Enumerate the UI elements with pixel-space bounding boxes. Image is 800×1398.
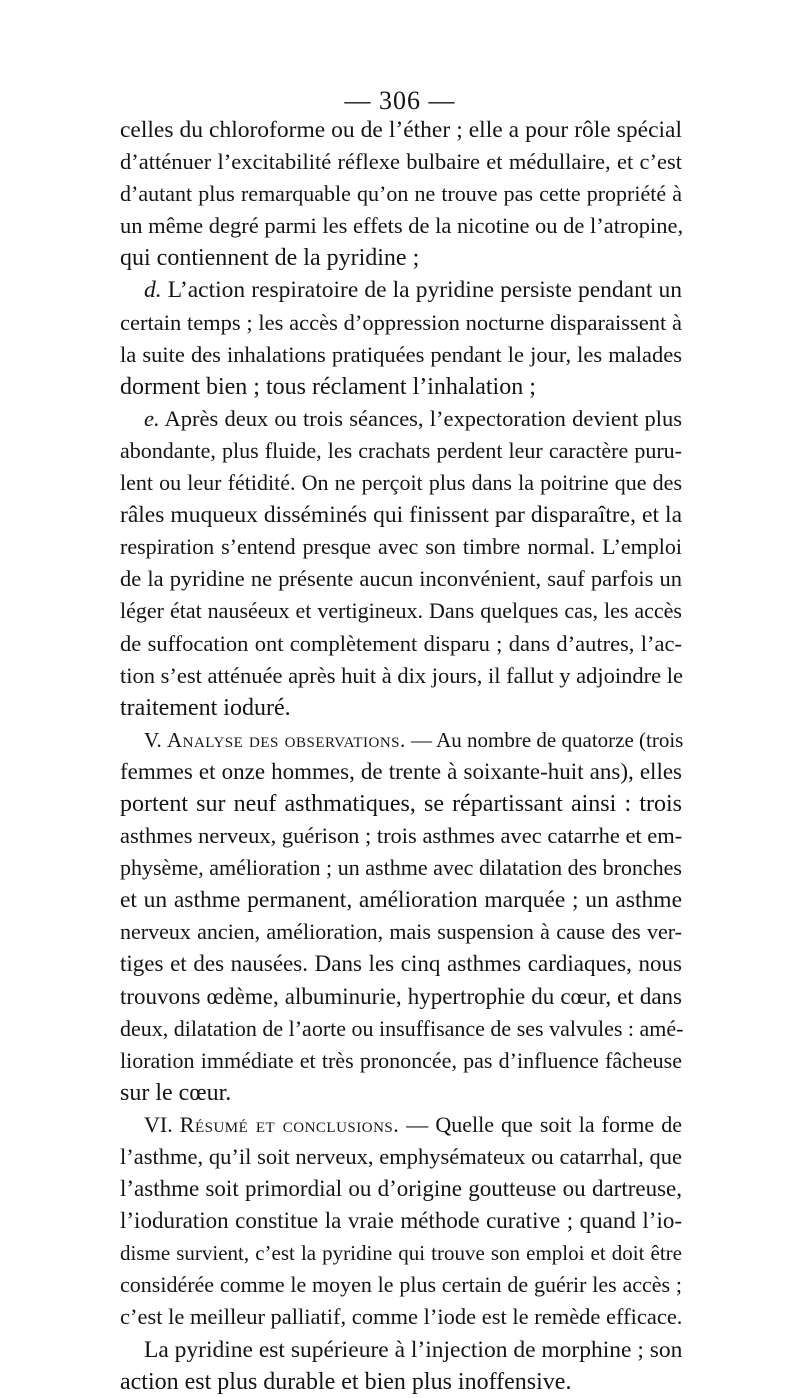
text-line: La pyridine est supérieure à l’injection de morphine ; son <box>144 1336 683 1363</box>
text-line: trouvons œdème, albuminurie, hypertrophie du cœur, et dans <box>120 983 682 1009</box>
section-heading: Résumé et conclusions. <box>179 1111 400 1137</box>
text-line: râles muqueux disséminés qui finissent par disparaître, et la <box>120 502 682 529</box>
text-line: et un asthme permanent, amélioration marquée ; un asthme <box>120 887 682 914</box>
text-fragment: — Quelle que soit la forme de <box>399 1111 682 1137</box>
text-line: portent sur neuf asthmatiques, se répartissant ainsi : trois <box>120 790 682 817</box>
text-line: léger état nauséeux et vertigineux. Dans quelques cas, les accès <box>120 598 682 624</box>
text-line: asthmes nerveux, guérison ; trois asthmes avec catarrhe et em- <box>120 823 683 849</box>
text-line <box>120 724 682 756</box>
text-line <box>120 1109 682 1141</box>
section-numeral: VI. <box>144 1111 173 1137</box>
paragraph-e <box>120 403 682 724</box>
text-line: qui contiennent de la pyridine ; <box>120 245 420 272</box>
text-line: c’est le meilleur palliatif, comme l’iode est le remède efficace. <box>120 1304 683 1330</box>
paragraph-final <box>120 1334 682 1398</box>
text-line: tion s’est atténuée après huit à dix jours, il fallut y adjoindre le <box>120 662 683 688</box>
text-line: deux, dilatation de l’aorte ou insuffisance de ses valvules : amé- <box>120 1015 684 1041</box>
text-line: traitement ioduré. <box>120 694 291 721</box>
text-fragment: — Au nombre de quatorze (trois <box>405 727 684 752</box>
text-line: un même degré parmi les effets de la nicotine ou de l’atropine, <box>120 213 684 239</box>
text-line: d’atténuer l’excitabilité réflexe bulbaire et médullaire, et c’est <box>120 149 682 175</box>
text-fragment: L’action respiratoire de la pyridine persiste pendant un <box>161 277 682 304</box>
text-line: lent ou leur fétidité. On ne perçoit plus dans la poitrine que des <box>120 470 682 496</box>
section-heading: Analyse des observations. <box>166 727 406 752</box>
text-line: dorment bien ; tous réclament l’inhalation ; <box>120 373 536 400</box>
text-line: nerveux ancien, amélioration, mais suspension à cause des ver- <box>120 919 682 945</box>
text-line: disme survient, c’est la pyridine qui trouve son emploi et doit être <box>120 1241 682 1266</box>
paragraph-continuation <box>120 114 682 274</box>
text-line: la suite des inhalations pratiquées pendant le jour, les malades <box>120 341 682 367</box>
text-line <box>120 274 682 306</box>
text-line: considérée comme le moyen le plus certain de guérir les accès ; <box>120 1272 682 1298</box>
text-line: certain temps ; les accès d’oppression nocturne disparaissent à <box>120 309 682 335</box>
section-vi <box>120 1109 682 1334</box>
text-line: femmes et onze hommes, de trente à soixante-huit ans), elles <box>120 758 682 784</box>
body-text <box>120 114 682 1398</box>
page-number: — 306 — <box>344 86 456 115</box>
text-line: action est plus durable et bien plus inoffensive. <box>120 1368 572 1395</box>
section-v <box>120 724 682 1109</box>
item-marker: e. <box>144 405 160 431</box>
text-line: l’asthme, qu’il soit nerveux, emphysémateux ou catarrhal, que <box>120 1144 682 1169</box>
text-line: de la pyridine ne présente aucun inconvénient, sauf parfois un <box>120 566 682 592</box>
text-line: sur le cœur. <box>120 1079 232 1106</box>
text-line: lioration immédiate et très prononcée, pas d’influence fâcheuse <box>120 1047 682 1073</box>
section-numeral: V. <box>144 727 162 752</box>
text-line <box>120 403 682 435</box>
text-line: l’asthme soit primordial ou d’origine goutteuse ou dartreuse, <box>120 1176 682 1202</box>
text-line: d’autant plus remarquable qu’on ne trouve pas cette propriété à <box>120 181 682 207</box>
text-line: respiration s’entend presque avec son timbre normal. L’emploi <box>120 534 682 560</box>
text-line: de suffocation ont complètement disparu ; dans d’autres, l’ac- <box>120 630 682 656</box>
text-line: tiges et des nausées. Dans les cinq asthmes cardiaques, nous <box>120 951 682 977</box>
text-line: celles du chloroforme ou de l’éther ; elle a pour rôle spécial <box>120 117 682 143</box>
text-line: physème, amélioration ; un asthme avec dilatation des bronches <box>120 855 682 881</box>
text-line: abondante, plus fluide, les crachats perdent leur caractère puru- <box>120 437 682 463</box>
text-fragment: Après deux ou trois séances, l’expectoration devient plus <box>159 405 682 431</box>
item-marker: d. <box>144 277 162 304</box>
text-line: l’ioduration constitue la vraie méthode curative ; quand l’io- <box>120 1208 682 1234</box>
paragraph-d <box>120 274 682 402</box>
